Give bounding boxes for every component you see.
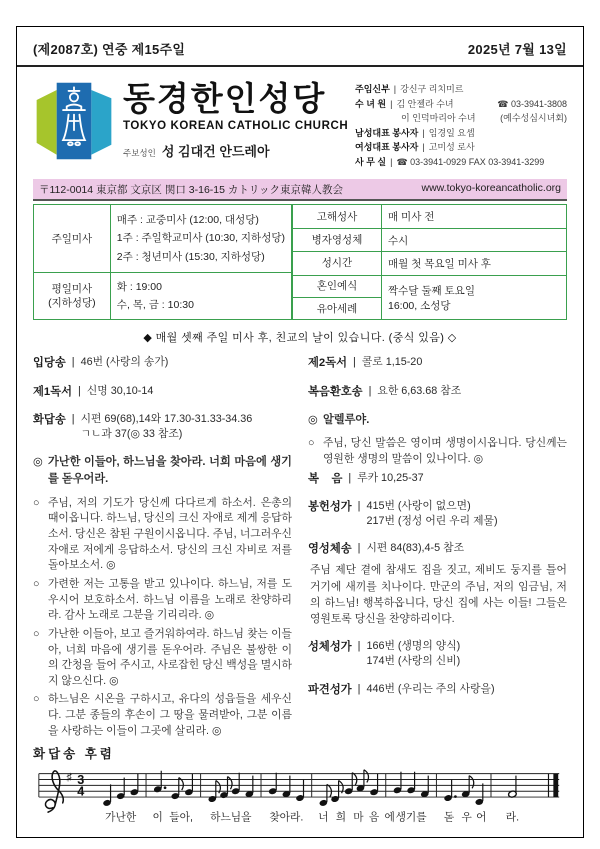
bulletin-header <box>33 39 567 58</box>
masthead <box>33 80 567 169</box>
entry-separator: | <box>357 499 361 512</box>
lyric-syllable: 어 <box>476 811 487 824</box>
liturgy-entry <box>308 355 567 371</box>
entry-separator: | <box>71 412 75 425</box>
entry-label: 화답송 <box>33 413 66 426</box>
church-name-english: TOKYO KOREAN CATHOLIC CHURCH <box>123 120 349 132</box>
sacrament-value <box>381 275 566 320</box>
address-bar <box>33 179 567 201</box>
lyric-syllable: 하느님을 <box>210 811 252 824</box>
contact-value: 고미성 로사 <box>428 142 475 153</box>
note <box>103 785 112 807</box>
church-logo <box>33 80 115 162</box>
contact-label: 사 무 실 <box>355 156 387 167</box>
entry-label: 영성체송 <box>308 543 352 556</box>
note <box>370 774 379 796</box>
staff-lines <box>39 771 559 797</box>
refrain-lyrics <box>105 811 519 824</box>
contact-row <box>355 97 567 112</box>
bulletin-page <box>16 26 584 838</box>
patron-label: 주보성인 <box>123 148 156 158</box>
entry-separator: | <box>357 542 361 555</box>
patron-name: 성 김대건 안드레아 <box>161 144 270 159</box>
lyric-syllable: 찾아라. <box>269 811 304 824</box>
table-row <box>292 205 566 228</box>
office-phone-fax: ☎ 03-3941-0929 FAX 03-3941-3299 <box>396 156 545 167</box>
entry-label: 복음환호송 <box>308 385 363 398</box>
note <box>356 770 369 792</box>
sacrament-value: 매월 첫 목요일 미사 후 <box>381 252 566 275</box>
music-staff <box>33 763 567 835</box>
sacrament-label: 유아세례 <box>292 298 381 320</box>
website-url: www.tokyo-koreancatholic.org <box>421 182 561 195</box>
note <box>393 772 402 794</box>
lyric-syllable: 라. <box>505 811 520 824</box>
entry-separator: | <box>353 356 356 369</box>
contact-value: 강신구 리치미르 <box>400 84 464 94</box>
verse-mark: ○ <box>33 496 40 509</box>
contact-row <box>355 111 567 126</box>
time-signature-bottom: 4 <box>77 784 85 799</box>
note <box>171 778 184 800</box>
entry-label: 제2독서 <box>308 357 348 370</box>
liturgy-entry <box>33 412 292 443</box>
entry-separator: | <box>78 384 81 397</box>
sacrament-value: 수시 <box>381 228 566 251</box>
lyric-syllable: 우 <box>461 811 472 824</box>
note <box>508 776 517 798</box>
mass-line: (지하성당) <box>48 297 96 310</box>
contact-label: 여성대표 봉사자 <box>355 142 419 153</box>
sacrament-value: 매 미사 전 <box>381 205 566 228</box>
verse-text: 하느님은 시온을 구하시고, 유다의 성읍들을 세우신다. 그분 종들의 후손이 그 땅을 물려받아, 그분 이름을 사랑하는 이들이 그곳에 살리라. ◎ <box>48 693 292 737</box>
church-name-korean: 동경한인성당 <box>123 80 327 117</box>
contact-label: 주임신부 <box>355 84 390 94</box>
religious-order: (예수성심시녀회) <box>500 113 567 124</box>
time-signature-top: 3 <box>77 773 85 788</box>
refrain-mark: ◎ <box>308 413 318 426</box>
entry-label: 입당송 <box>33 357 66 370</box>
note <box>420 776 429 798</box>
monthly-fellowship-notice: ◆ 매월 셋째 주일 미사 후, 친교의 날이 있습니다. (중식 있음) ◇ <box>143 332 457 345</box>
entry-value: 415번 (사랑이 없으면) 217번 (정성 어린 우리 제물) <box>366 499 498 527</box>
entry-label: 봉헌성가 <box>308 500 352 513</box>
psalm-verse <box>33 496 292 574</box>
liturgy-entry <box>33 384 292 400</box>
refrain-text: 알렐루야. <box>323 413 370 426</box>
note <box>268 773 277 795</box>
contact-value: 임경일 요셉 <box>428 127 475 138</box>
lyric-syllable: 마 <box>353 811 364 824</box>
contact-value: 김 안젤라 수녀 <box>396 98 454 109</box>
convent-phone: ☎ 03-3941-3808 <box>497 98 567 109</box>
mass-line: 2주 : 청년미사 (15:30, 지하성당) <box>116 251 265 264</box>
psalm-verse <box>33 577 292 624</box>
liturgy-entry <box>308 541 567 557</box>
contact-separator: | <box>393 84 397 94</box>
psalm-verse <box>308 436 567 467</box>
mass-line: 짝수달 둘째 토요일 <box>387 284 475 297</box>
left-column <box>33 355 292 742</box>
logo-green-shape <box>37 90 57 155</box>
bottom-divider <box>33 837 567 838</box>
patron-saint <box>123 141 348 161</box>
contact-value: 이 인덕마리아 수녀 <box>401 113 476 124</box>
contact-label: 수 녀 원 <box>355 98 387 109</box>
refrain-mark: ◎ <box>33 456 43 469</box>
lyric-syllable: 생기를 <box>395 811 427 824</box>
lyric-syllable: 돋 <box>443 811 455 824</box>
entry-value: 신명 30,10-14 <box>86 384 154 397</box>
psalm-verse <box>33 692 292 739</box>
entry-value: 요한 6,63.68 참조 <box>377 384 462 397</box>
sacrament-label: 성시간 <box>292 252 381 275</box>
mass-schedule <box>33 204 567 320</box>
entry-separator: | <box>368 384 372 397</box>
mass-row-value <box>110 205 291 273</box>
verse-mark: ○ <box>308 437 315 450</box>
liturgy-entry <box>308 682 567 698</box>
verse-text: 주님, 저의 기도가 당신께 다다르게 하소서. 은총의 때이옵니다. 하느님, 당신의 크신 자애로 제게 응답하소서. 당신은 참된 구원이시옵니다. 주님, 너그러우신 자애로 저에게 응답하소서. 당신의 크신 자비로 저를 돌아보소서. ◎ <box>48 496 292 572</box>
mass-line: 화 : 19:00 <box>116 280 162 293</box>
verse-text: 가난한 이들아, 보고 즐거워하여라. 하느님 찾는 이들아, 너희 마음에 생기를 돋우어라. 주님은 불쌍한 이의 간청을 들어 주시고, 사로잡힌 당신 백성을 멸시하지 않으신다. ◎ <box>48 627 292 687</box>
entry-label: 제1독서 <box>33 385 73 398</box>
liturgy-entry <box>308 384 567 400</box>
mass-row-header <box>34 273 111 320</box>
entry-value: 446번 (우리는 주의 사랑을) <box>366 682 495 695</box>
entry-separator: | <box>71 356 75 369</box>
note <box>282 776 291 798</box>
note <box>319 785 332 807</box>
lyric-syllable: 희 <box>335 811 347 824</box>
contact-separator: | <box>422 127 425 138</box>
right-column <box>308 355 567 742</box>
entry-label: 복 음 <box>308 472 343 485</box>
psalm-refrain <box>33 454 292 488</box>
table-row <box>292 252 566 275</box>
issue-date: 2025년 7월 13일 <box>467 42 567 57</box>
contact-row <box>355 126 567 141</box>
mass-line: 수, 목, 금 : 10:30 <box>116 299 194 312</box>
sacrament-label: 고해성사 <box>292 205 381 228</box>
table-row <box>34 205 292 273</box>
contact-separator: | <box>390 98 393 109</box>
mass-line: 매주 : 교중미사 (12:00, 대성당) <box>116 213 259 226</box>
note <box>116 778 125 800</box>
note <box>130 774 139 796</box>
mass-line: 1주 : 주일학교미사 (10:30, 지하성당) <box>116 232 285 245</box>
antiphon-text: 주님 제단 곁에 참새도 집을 짓고, 제비도 둥지를 틀어 거기에 새끼를 치나이다. 만군의 주님, 저의 임금님, 저의 하느님! 행복하옵니다, 당신 집에 사는 이들! 그들은 영원토록 당신을 찬양하리이다. <box>310 564 567 625</box>
liturgy-entry <box>308 639 567 670</box>
contact-row <box>355 155 567 170</box>
verse-mark: ○ <box>33 693 40 706</box>
contact-separator: | <box>390 156 393 167</box>
brand-block <box>123 82 348 161</box>
mass-row-header: 주일미사 <box>34 205 111 273</box>
lyric-syllable: 너 <box>318 811 329 824</box>
lyric-syllable: 음 <box>368 811 380 824</box>
psalm-verse <box>33 627 292 690</box>
note <box>461 776 474 798</box>
note <box>295 780 304 802</box>
entry-value: 콜로 1,15-20 <box>361 356 423 369</box>
sunday-weekday-mass-table <box>33 204 292 320</box>
contact-row <box>355 82 567 97</box>
note <box>245 776 254 798</box>
music-notes <box>103 770 517 807</box>
entry-label: 성체성가 <box>308 641 352 654</box>
entry-value: 시편 69(68),14와 17.30-31.33-34.36 ㄱㄴ과 37(◎ 33 참조) <box>80 412 253 440</box>
refrain-text: 가난한 이들아, 하느님을 찾아라. 너희 마음에 생기를 돋우어라. <box>48 456 292 485</box>
note <box>184 774 193 796</box>
lyric-syllable: 이 <box>152 811 163 824</box>
entry-label: 파견성가 <box>308 683 352 696</box>
note <box>475 784 484 806</box>
liturgy-entry <box>308 471 567 487</box>
liturgy-entry <box>33 355 292 371</box>
key-signature-sharp: ♯ <box>66 771 72 784</box>
table-row <box>292 275 566 297</box>
entry-value: 루카 10,25-37 <box>357 471 424 484</box>
entry-separator: | <box>357 682 361 695</box>
sacrament-schedule-table <box>292 204 567 320</box>
entry-value: 46번 (사랑의 송가) <box>80 356 169 369</box>
liturgy-columns <box>33 355 567 742</box>
note <box>407 772 416 794</box>
verse-mark: ○ <box>33 577 40 590</box>
liturgy-entry <box>308 499 567 530</box>
refrain-title: 화답송 후렴 <box>33 747 115 762</box>
lyric-syllable: 에 <box>384 811 395 824</box>
entry-value: 166번 (생명의 양식) 174번 (사랑의 신비) <box>366 640 461 668</box>
postal-address: 〒112-0014 東京都 文京区 関口 3-16-15 カトリック東京韓人教会 <box>39 184 343 197</box>
verse-text: 가련한 저는 고통을 받고 있나이다. 하느님, 저를 도우시어 보호하소서. 하느님 이름을 노래로 찬양하리라. 감사 노래로 그분을 기리리라. ◎ <box>48 577 292 622</box>
psalm-refrain <box>308 412 567 429</box>
contact-row <box>355 140 567 155</box>
verse-text: 주님, 당신 말씀은 영이며 생명이시옵니다. 당신께는 영원한 생명의 말씀이 있나이다. ◎ <box>323 437 567 465</box>
table-row <box>34 273 292 320</box>
mass-line: 16:00, 소성당 <box>387 299 451 312</box>
lyric-syllable: 들아, <box>169 811 193 824</box>
contact-info <box>355 82 567 169</box>
entry-separator: | <box>357 640 361 653</box>
table-row <box>292 228 566 251</box>
contact-label: 남성대표 봉사자 <box>355 127 419 138</box>
entry-value: 시편 84(83),4-5 참조 <box>366 542 465 555</box>
verse-mark: ○ <box>33 627 40 640</box>
issue-number: (제2087호) 연중 제15주일 <box>33 42 186 57</box>
logo-teal-shape <box>91 90 111 155</box>
note <box>444 780 457 802</box>
mass-row-value <box>110 273 291 320</box>
sacrament-label: 병자영성체 <box>292 228 381 251</box>
mass-line: 평일미사 <box>51 283 93 296</box>
contact-separator: | <box>422 142 425 153</box>
sacrament-label: 혼인예식 <box>292 275 381 297</box>
entry-separator: | <box>348 471 352 484</box>
header-divider <box>17 65 583 67</box>
lyric-syllable: 가난한 <box>105 811 137 824</box>
